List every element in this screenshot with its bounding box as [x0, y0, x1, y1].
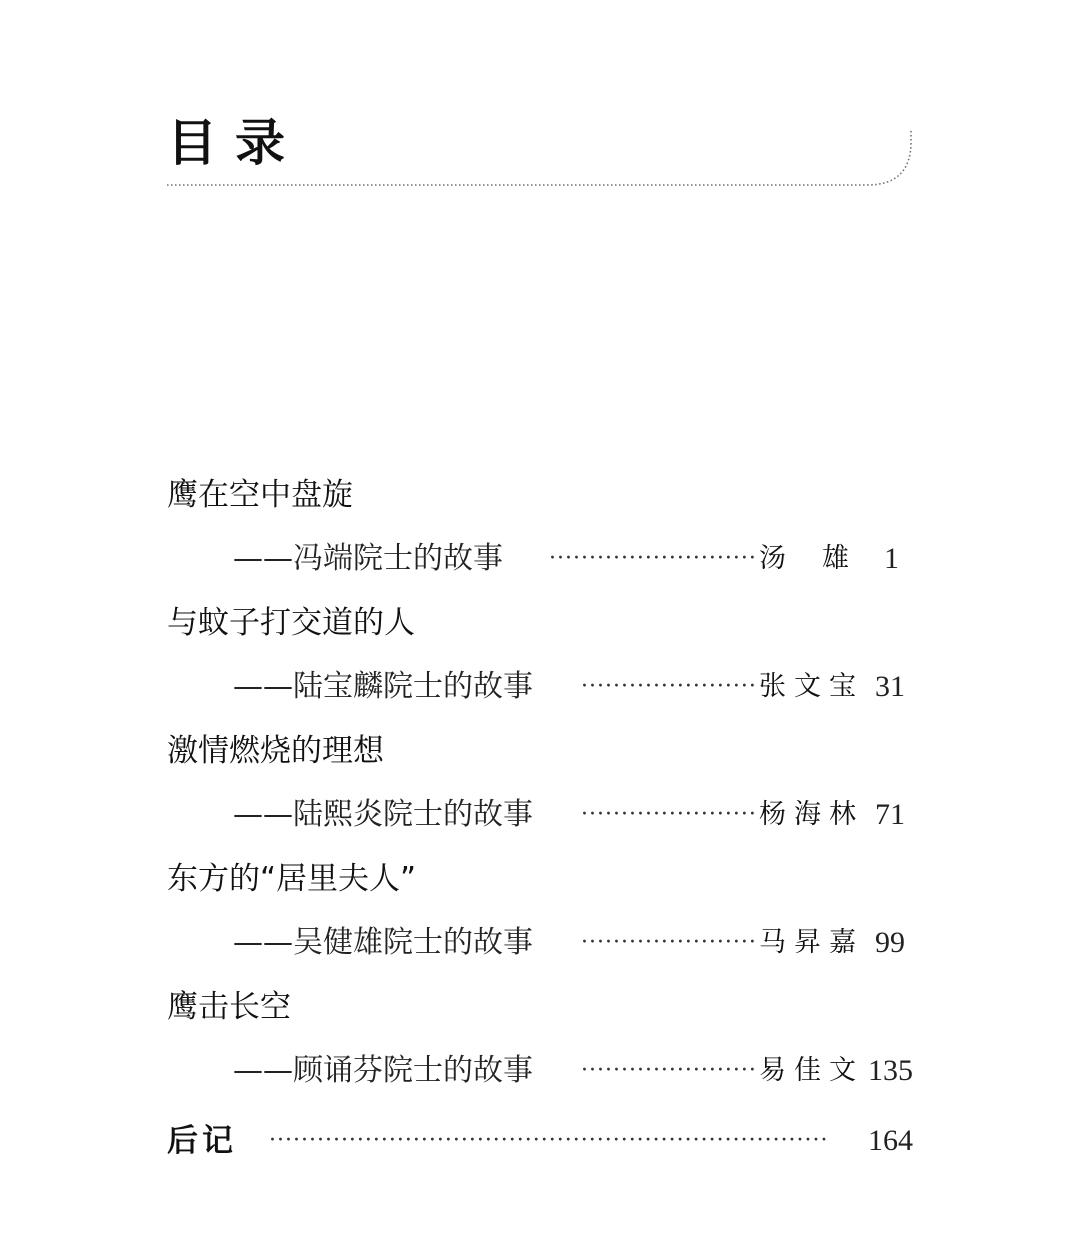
toc-entry-author: 杨海林 [759, 799, 864, 830]
toc-entry-page-number: 31 [875, 670, 905, 703]
toc-entry-subtitle-row [167, 524, 913, 594]
toc-entry-page-number: 1 [884, 542, 899, 575]
toc-entry[interactable] [167, 850, 913, 978]
toc-afterword-page-number: 164 [868, 1124, 913, 1157]
toc-entry-subtitle: ——吴健雄院士的故事 [233, 925, 533, 960]
toc-entry[interactable] [167, 722, 913, 850]
toc-entry-subtitle-row [167, 908, 913, 978]
toc-entry-subtitle: ——顾诵芬院士的故事 [233, 1053, 533, 1088]
title-underline-decoration [167, 130, 912, 186]
toc-entry[interactable] [167, 978, 913, 1106]
toc-entry-page-number: 135 [868, 1054, 913, 1087]
toc-entry-page-number: 71 [875, 798, 905, 831]
toc-entry-author: 张文宝 [759, 671, 864, 702]
toc-entry-title[interactable]: 与蚊子打交道的人 [167, 605, 415, 641]
dot-leader: ······················ [581, 674, 757, 699]
toc-entry-title[interactable]: 东方的“居里夫人” [167, 861, 417, 897]
dot-leader: ······················ [581, 802, 757, 827]
dot-leader: ······································································ [269, 1128, 829, 1153]
toc-entry-subtitle-row [167, 780, 913, 850]
toc-entry-subtitle: ——冯端院士的故事 [233, 541, 503, 576]
toc-entry-title[interactable]: 鹰击长空 [167, 989, 291, 1025]
toc-entry-page-number: 99 [875, 926, 905, 959]
toc-entry-title[interactable]: 鹰在空中盘旋 [167, 477, 353, 513]
page-title: 目录 [167, 114, 303, 172]
toc-entry-author: 马昇嘉 [759, 927, 864, 958]
dot-leader: ······················ [581, 1058, 757, 1083]
toc-entry[interactable] [167, 594, 913, 722]
table-of-contents [167, 466, 913, 1176]
dot-leader: ·························· [549, 546, 757, 571]
toc-entry-author: 易佳文 [759, 1055, 864, 1086]
dot-leader: ······················ [581, 930, 757, 955]
toc-afterword-row[interactable] [167, 1106, 913, 1176]
toc-entry-subtitle: ——陆宝麟院士的故事 [233, 669, 533, 704]
toc-entry-subtitle: ——陆熙炎院士的故事 [233, 797, 533, 832]
toc-entry-subtitle-row [167, 1036, 913, 1106]
toc-entry[interactable] [167, 466, 913, 594]
toc-entry-title[interactable]: 激情燃烧的理想 [167, 733, 384, 769]
toc-afterword-title[interactable]: 后记 [167, 1123, 237, 1159]
toc-entry-subtitle-row [167, 652, 913, 722]
toc-entry-author: 汤雄 [759, 543, 885, 574]
